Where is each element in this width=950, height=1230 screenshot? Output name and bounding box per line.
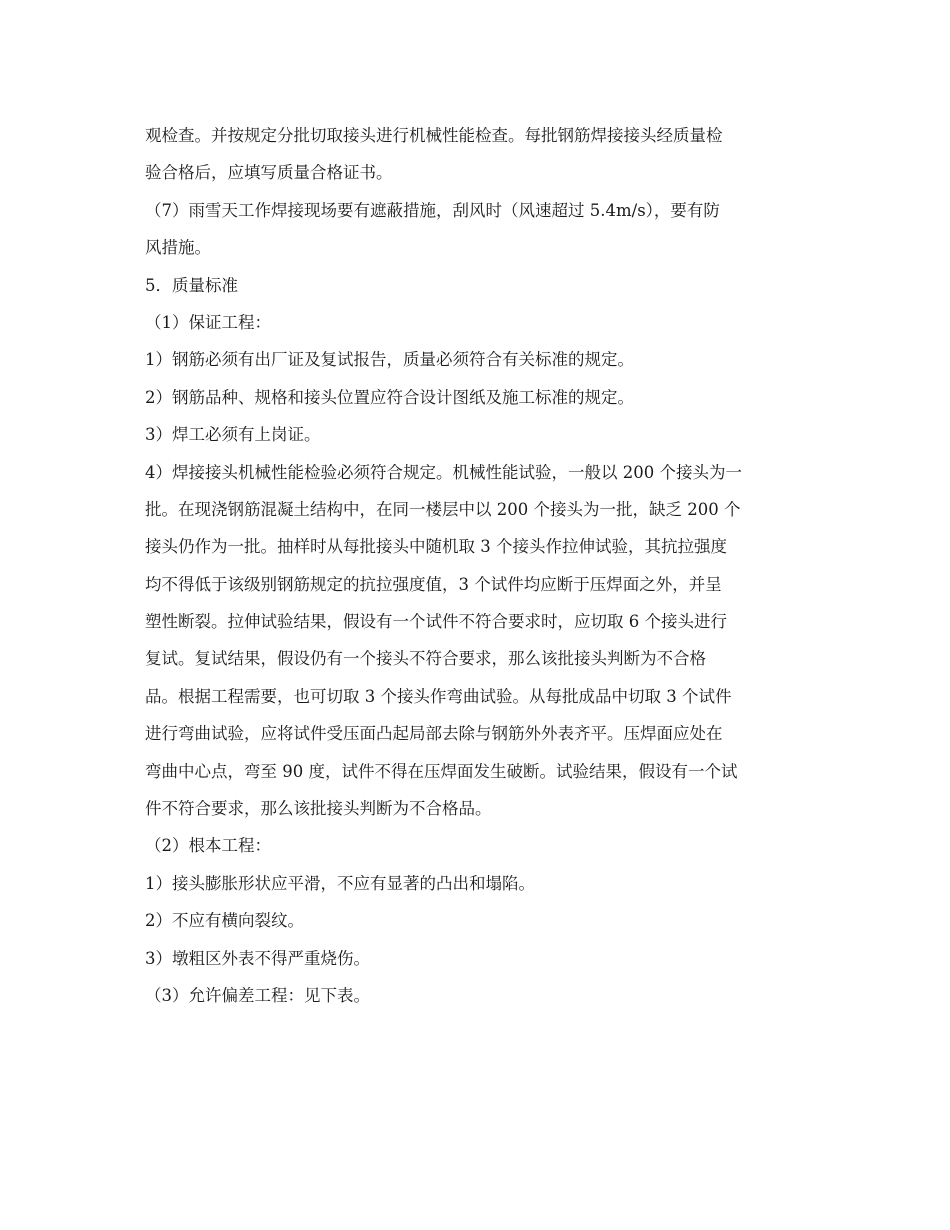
- paragraph-line: 进行弯曲试验，应将试件受压面凸起局部去除与钢筋外外表齐平。压焊面应处在: [145, 724, 723, 744]
- paragraph-line: 观检查。并按规定分批切取接头进行机械性能检查。每批钢筋焊接接头经质量检: [145, 126, 723, 145]
- subsection-heading: （3）允许偏差工程：见下表。: [145, 985, 370, 1005]
- subsection-heading: （2）根本工程：: [145, 836, 271, 856]
- paragraph-line: 接头仍作为一批。抽样时从每批接头中随机取 3 个接头作拉伸试验，其抗拉强度: [145, 537, 727, 557]
- document-body: [145, 117, 810, 1014]
- list-item: 1）接头膨胀形状应平滑，不应有显著的凸出和塌陷。: [145, 873, 535, 893]
- list-item: 3）墩粗区外表不得严重烧伤。: [145, 948, 370, 968]
- paragraph-line: （7）雨雪天工作焊接现场要有遮蔽措施，刮风时（风速超过 5.4m/s），要有防: [145, 200, 720, 220]
- list-item: 3）焊工必须有上岗证。: [145, 425, 321, 445]
- paragraph-line: 验合格后，应填写质量合格证书。: [145, 163, 393, 183]
- list-item: 1）钢筋必须有出厂证及复试报告，质量必须符合有关标准的规定。: [145, 350, 634, 370]
- paragraph-line: 复试。复试结果，假设仍有一个接头不符合要求，那么该批接头判断为不合格: [145, 649, 706, 669]
- paragraph-line: 品。根据工程需要，也可切取 3 个接头作弯曲试验。从每批成品中切取 3 个试件: [145, 686, 732, 706]
- subsection-heading: （1）保证工程：: [145, 312, 271, 332]
- paragraph-line: 件不符合要求，那么该批接头判断为不合格品。: [145, 799, 492, 819]
- paragraph-line: 塑性断裂。拉伸试验结果，假设有一个试件不符合要求时，应切取 6 个接头进行: [145, 612, 727, 632]
- paragraph-line: 批。在现浇钢筋混凝土结构中，在同一楼层中以 200 个接头为一批，缺乏 200 个: [145, 499, 741, 519]
- list-item: 2）不应有横向裂纹。: [145, 911, 304, 931]
- paragraph-line: 均不得低于该级别钢筋规定的抗拉强度值，3 个试件均应断于压焊面之外，并呈: [145, 574, 722, 594]
- list-item: 2）钢筋品种、规格和接头位置应符合设计图纸及施工标准的规定。: [145, 387, 634, 407]
- section-heading: 5．质量标准: [145, 275, 238, 295]
- paragraph-line: 风措施。: [145, 238, 211, 258]
- list-item: 4）焊接接头机械性能检验必须符合规定。机械性能试验，一般以 200 个接头为一: [145, 462, 742, 482]
- paragraph-line: 弯曲中心点，弯至 90 度，试件不得在压焊面发生破断。试验结果，假设有一个试: [145, 761, 738, 781]
